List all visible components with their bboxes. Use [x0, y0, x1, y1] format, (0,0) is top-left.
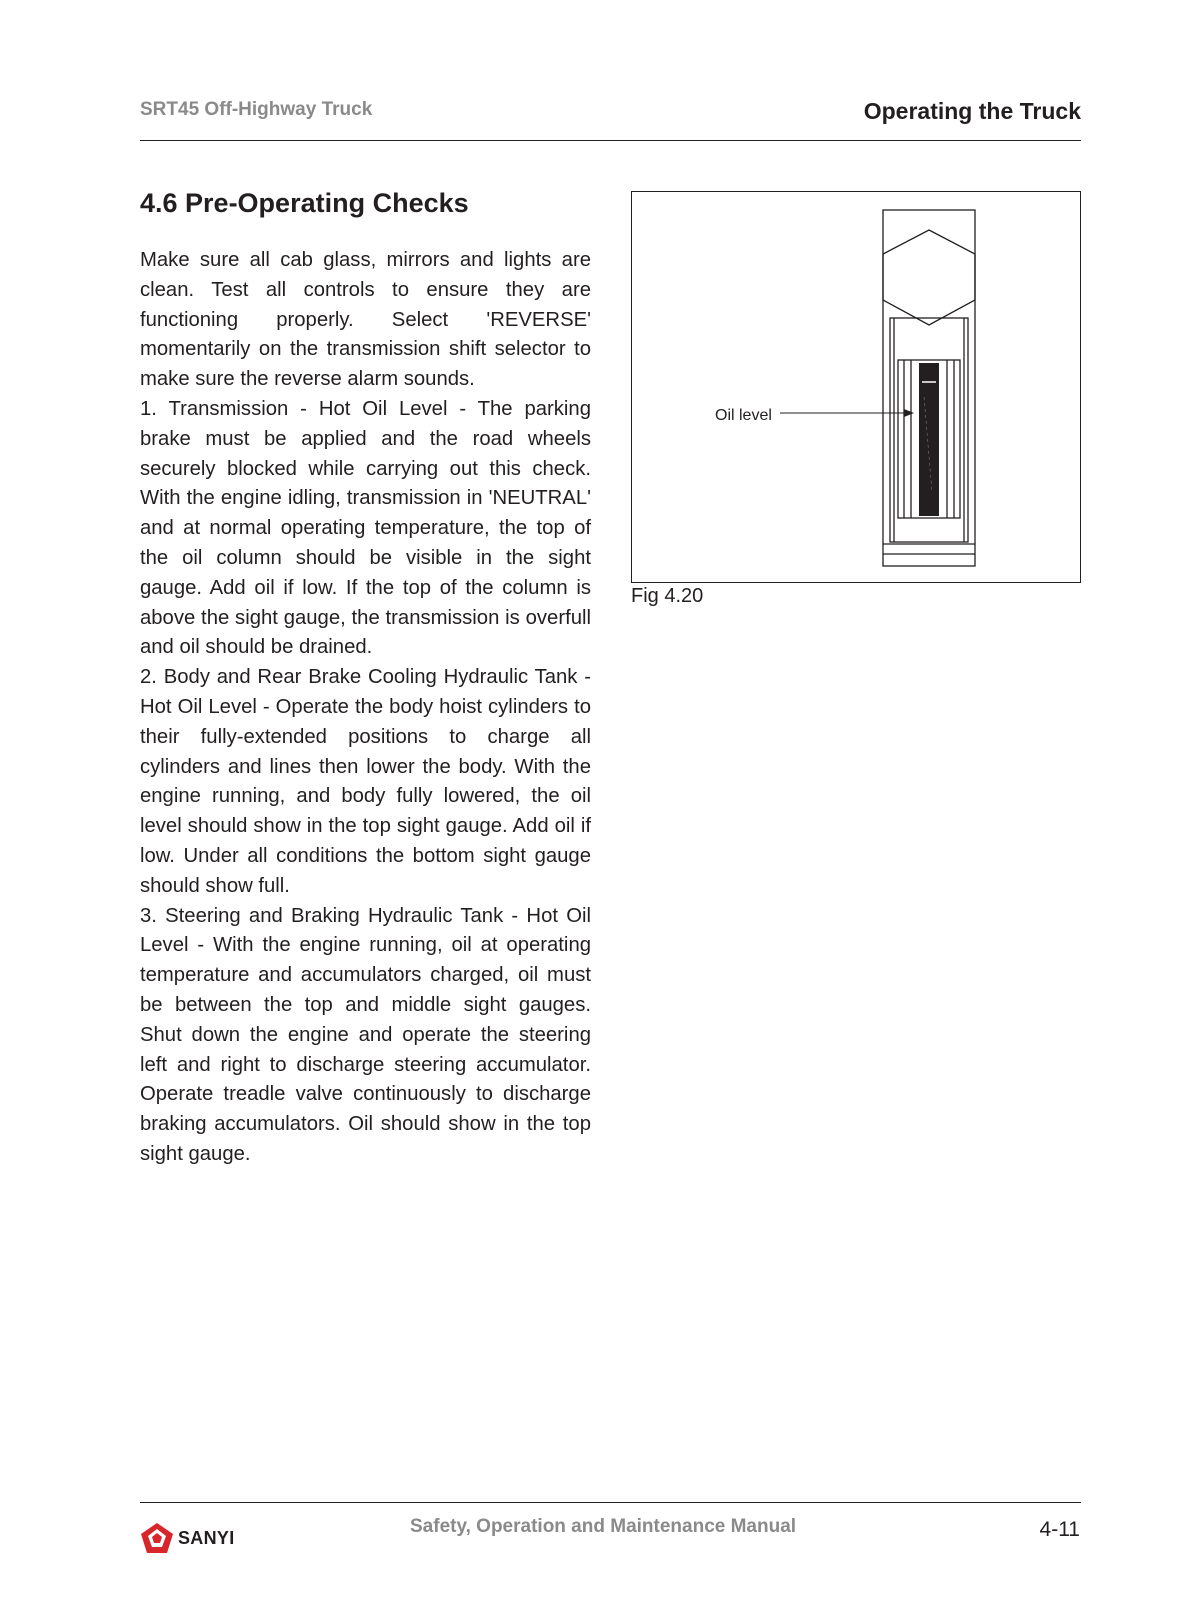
oil-column: [919, 363, 939, 516]
sight-gauge-figure: [631, 191, 1081, 583]
sanyi-logo-mark-icon: [140, 1522, 174, 1554]
section-body: [140, 246, 591, 1170]
sight-gauge-illustration: [632, 192, 1082, 584]
body-brake-paragraph: 2. Body and Rear Brake Cooling Hydraulic Tank - Hot Oil Level - Operate the body hoist cylinders to their fully-extended positions to charge all cylinders and lines then lower the body. With the engine running, and body fully lowered, the oil level should show in the top sight gauge. Add oil if low. Under all conditions the bottom sight gauge should show full.: [140, 666, 591, 897]
header-divider: [140, 140, 1081, 141]
steering-braking-paragraph: 3. Steering and Braking Hydraulic Tank - Hot Oil Level - With the engine running, oil at operating temperature and accumulators charged, oil must be between the top and middle sight gauges. Shut down the engine and operate the steering left and right to discharge steering accumulator. Operate treadle valve continuously to discharge braking accumulators. Oil should show in the top sight gauge.: [140, 904, 591, 1165]
page-number: 4-11: [1039, 1518, 1080, 1541]
manual-title: Safety, Operation and Maintenance Manual: [410, 1516, 797, 1537]
section-heading: 4.6 Pre-Operating Checks: [140, 188, 469, 218]
intro-paragraph: Make sure all cab glass, mirrors and lights are clean. Test all controls to ensure they are functioning properly. Select 'REVERSE' momentarily on the transmission shift selector to make sure the reverse alarm sounds.: [140, 249, 591, 391]
oil-level-arrowhead: [904, 409, 914, 417]
chapter-title: Operating the Truck: [863, 98, 1081, 124]
footer-divider: [140, 1502, 1081, 1503]
hex-bolt-head: [883, 230, 975, 325]
document-series-title: SRT45 Off-Highway Truck: [140, 99, 373, 120]
logo-wordmark: SANYI: [178, 1527, 235, 1548]
transmission-paragraph: 1. Transmission - Hot Oil Level - The parking brake must be applied and the road wheels securely blocked while carrying out this check. With the engine idling, transmission in 'NEUTRAL' and at normal operating temperature, the top of the oil column should be visible in the sight gauge. Add oil if low. If the top of the column is above the sight gauge, the transmission is overfull and oil should be drained.: [140, 397, 591, 659]
figure-caption: Fig 4.20: [631, 585, 704, 607]
oil-level-label: Oil level: [715, 407, 772, 424]
sanyi-logo: [140, 1521, 235, 1555]
